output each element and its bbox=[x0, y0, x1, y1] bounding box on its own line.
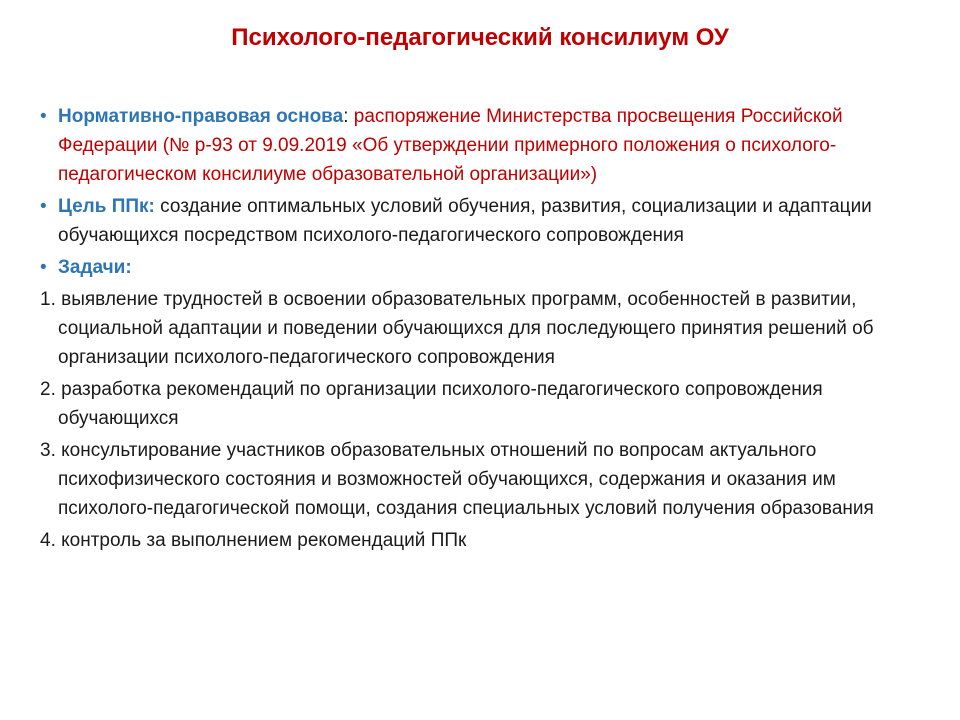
bullet-marker: • bbox=[40, 196, 47, 217]
bullet-legal-basis bbox=[40, 102, 920, 189]
task-item-2: 2. разработка рекомендаций по организации психолого-педагогического сопровождения обучающихся bbox=[40, 379, 823, 429]
legal-basis-separator: : bbox=[343, 106, 354, 127]
goal-text: создание оптимальных условий обучения, развития, социализации и адаптации обучающихся посредством психолого-педагогического сопровождения bbox=[58, 196, 872, 246]
tasks-label: Задачи: bbox=[58, 257, 132, 278]
bullet-tasks bbox=[40, 253, 920, 282]
slide-content bbox=[40, 102, 920, 558]
bullet-marker: • bbox=[40, 106, 47, 127]
legal-basis-text: распоряжение Министерства просвещения Российской Федерации (№ р-93 от 9.09.2019 «Об утверждении примерного положения о психолого-педагогическом консилиуме образовательной организации») bbox=[58, 106, 843, 185]
task-item-3: 3. консультирование участников образовательных отношений по вопросам актуального психофизического состояния и возможностей обучающихся, содержания и оказания им психолого-педагогической помощи, создания специальных условий получения образования bbox=[40, 440, 874, 519]
goal-label: Цель ППк: bbox=[58, 196, 155, 217]
task-item-4: 4. контроль за выполнением рекомендаций ППк bbox=[40, 530, 467, 551]
legal-basis-label: Нормативно-правовая основа bbox=[58, 106, 344, 127]
bullet-goal bbox=[40, 192, 920, 250]
bullet-marker: • bbox=[40, 257, 47, 278]
task-item-1: 1. выявление трудностей в освоении образовательных программ, особенностей в развитии, социальной адаптации и поведении обучающихся для последующего принятия решений об организации психолого-педагогического сопровождения bbox=[40, 289, 874, 368]
slide-title: Психолого-педагогический консилиум ОУ bbox=[231, 24, 729, 51]
